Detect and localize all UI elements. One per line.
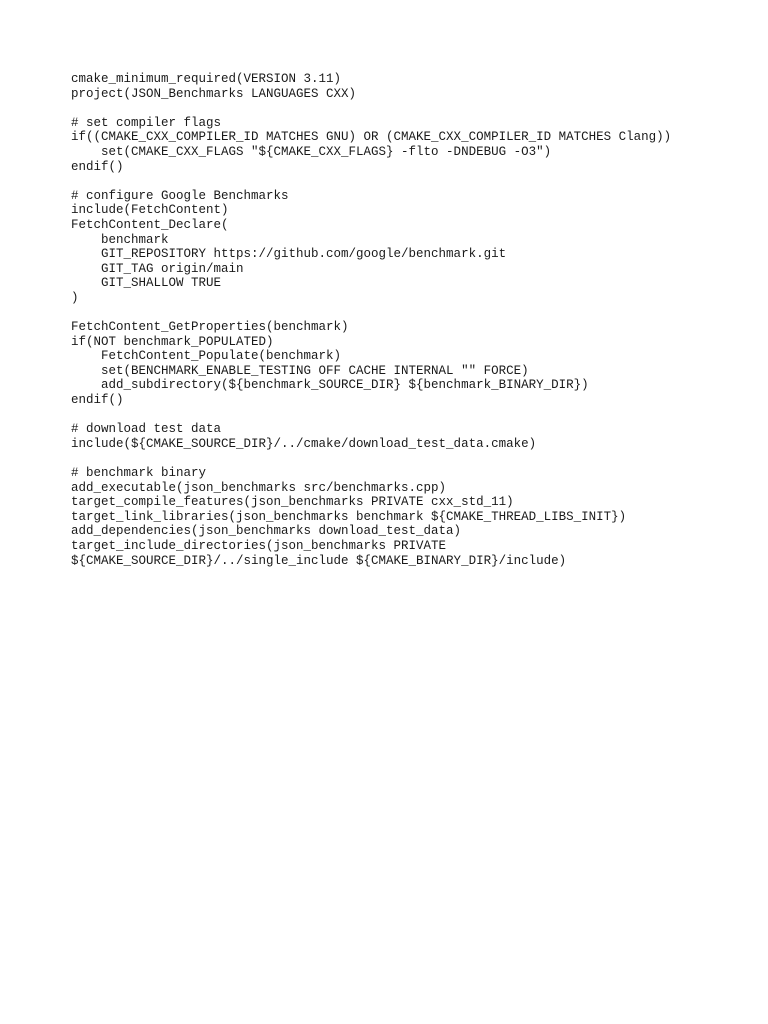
code-line: set(BENCHMARK_ENABLE_TESTING OFF CACHE INTERNAL "" FORCE) xyxy=(71,363,529,378)
code-line: FetchContent_Populate(benchmark) xyxy=(71,349,342,364)
code-line: project(JSON_Benchmarks LANGUAGES CXX) xyxy=(71,86,357,101)
code-line: GIT_SHALLOW TRUE xyxy=(71,276,222,291)
code-line: ${CMAKE_SOURCE_DIR}/../single_include ${CMAKE_BINARY_DIR}/include) xyxy=(71,553,567,568)
code-line xyxy=(71,101,751,116)
code-comment: # benchmark binary xyxy=(71,466,207,481)
code-line: endif() xyxy=(71,393,124,408)
code-line: target_include_directories(json_benchmarks PRIVATE xyxy=(71,539,447,553)
code-line: add_subdirectory(${benchmark_SOURCE_DIR} ${benchmark_BINARY_DIR}) xyxy=(71,378,589,393)
code-line: cmake_minimum_required(VERSION 3.11) xyxy=(71,72,342,86)
code-line: if(NOT benchmark_POPULATED) xyxy=(71,334,274,349)
code-line: GIT_TAG origin/main xyxy=(71,261,244,276)
code-line: add_executable(json_benchmarks src/benchmarks.cpp) xyxy=(71,480,447,495)
code-comment: # configure Google Benchmarks xyxy=(71,188,289,203)
code-line: benchmark xyxy=(71,232,169,247)
code-line: set(CMAKE_CXX_FLAGS "${CMAKE_CXX_FLAGS} -flto -DNDEBUG -O3") xyxy=(71,144,552,159)
code-line: endif() xyxy=(71,159,124,174)
code-line: FetchContent_GetProperties(benchmark) xyxy=(71,320,349,335)
code-line: include(${CMAKE_SOURCE_DIR}/../cmake/download_test_data.cmake) xyxy=(71,436,537,451)
code-line xyxy=(71,306,751,321)
code-line: FetchContent_Declare( xyxy=(71,217,229,232)
code-line xyxy=(71,451,751,466)
code-line: target_link_libraries(json_benchmarks benchmark ${CMAKE_THREAD_LIBS_INIT}) xyxy=(71,509,627,524)
code-line: GIT_REPOSITORY https://github.com/google/benchmark.git xyxy=(71,247,507,262)
code-line: target_compile_features(json_benchmarks PRIVATE cxx_std_11) xyxy=(71,495,514,510)
code-line xyxy=(71,174,751,189)
code-line: ) xyxy=(71,290,79,305)
code-line: if((CMAKE_CXX_COMPILER_ID MATCHES GNU) OR (CMAKE_CXX_COMPILER_ID MATCHES Clang)) xyxy=(71,130,672,145)
code-line xyxy=(71,408,751,423)
code-line: include(FetchContent) xyxy=(71,203,229,218)
code-listing xyxy=(71,72,751,568)
code-comment: # set compiler flags xyxy=(71,115,222,130)
code-comment: # download test data xyxy=(71,422,222,437)
code-line: add_dependencies(json_benchmarks download_test_data) xyxy=(71,524,462,539)
